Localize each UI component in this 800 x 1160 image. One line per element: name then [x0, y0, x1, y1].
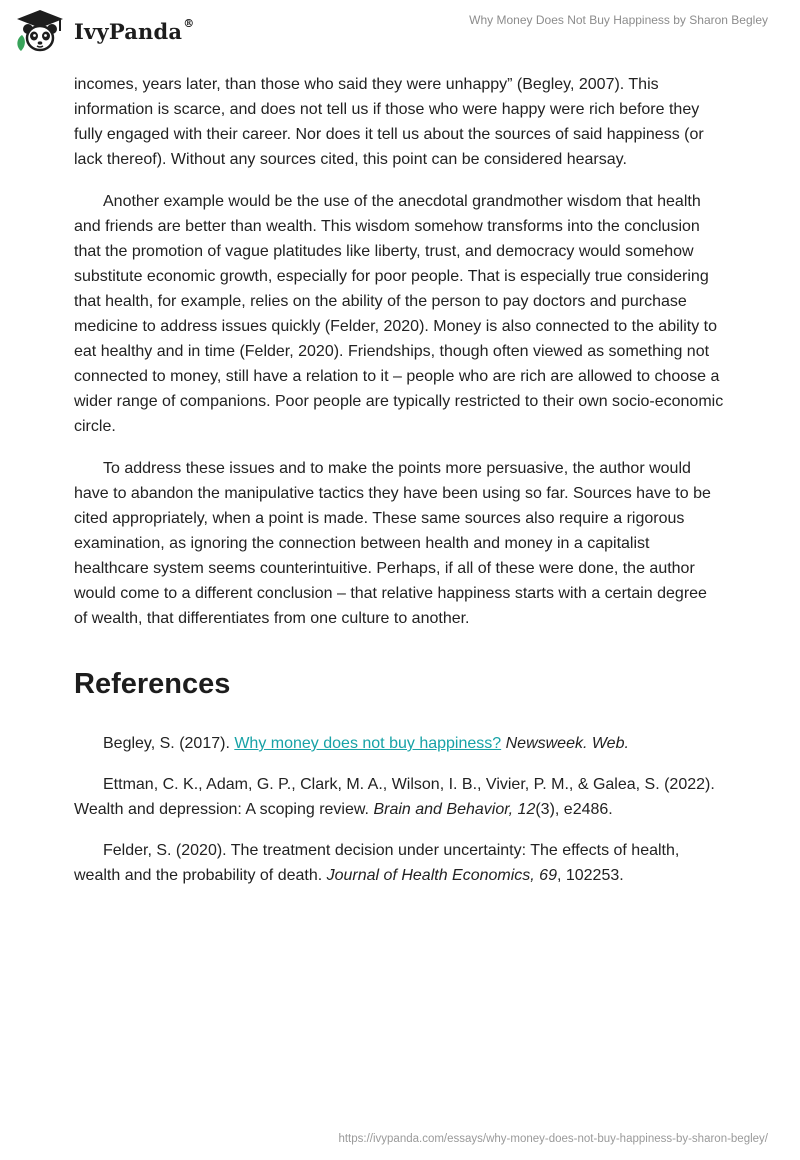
registered-mark: ®: [183, 16, 195, 30]
references-list: [74, 731, 724, 904]
reference-link[interactable]: Why money does not buy happiness?: [234, 735, 502, 752]
body-paragraph: Another example would be the use of the anecdotal grandmother wisdom that health and friends are better than wealth. This wisdom somehow transforms into the conclusion that the promotion of vague platitudes like liberty, trust, and democracy would somehow substitute economic growth, especially for poor people. That is especially true considering that health, for example, relies on the ability of the person to pay doctors and purchase medicine to address issues quickly (Felder, 2020). Money is also connected to the ability to eat healthy and in time (Felder, 2020). Friendships, though often viewed as something not connected to money, still have a relation to it – people who are rich are allowed to choose a wider range of companions. Poor people are typically restricted to their own socio-economic circle.: [74, 193, 724, 435]
essay-body: [74, 72, 724, 631]
ivypanda-logo[interactable]: [14, 9, 194, 53]
document-title: Why Money Does Not Buy Happiness by Sharon Begley: [469, 13, 768, 27]
panda-graduate-icon: [14, 9, 66, 53]
reference-item: Begley, S. (2017). Why money does not buy happiness? Newsweek. Web.: [103, 735, 629, 752]
body-paragraph: To address these issues and to make the points more persuasive, the author would have to abandon the manipulative tactics they have been using so far. Sources have to be cited appropriately, when a point is made. These same sources also require a rigorous examination, as ignoring the connection between health and money in a capitalist healthcare system seems counterintuitive. Perhaps, if all of these were done, the author would come to a different conclusion – that relative happiness starts with a certain degree of wealth, that differentiates from one culture to another.: [74, 460, 711, 627]
reference-item: Felder, S. (2020). The treatment decision under uncertainty: The effects of health, wealth and the probability of death. Journal of Health Economics, 69, 102253.: [74, 842, 680, 884]
page-header: [0, 0, 800, 62]
brand-name: IvyPanda®: [74, 16, 195, 44]
references-heading: References: [74, 668, 231, 700]
reference-item: Ettman, C. K., Adam, G. P., Clark, M. A., Wilson, I. B., Vivier, P. M., & Galea, S. (2022). Wealth and depression: A scoping review. Brain and Behavior, 12(3), e2486.: [74, 776, 715, 818]
source-url[interactable]: https://ivypanda.com/essays/why-money-does-not-buy-happiness-by-sharon-begley/: [338, 1133, 768, 1145]
body-paragraph: incomes, years later, than those who said they were unhappy” (Begley, 2007). This information is scarce, and does not tell us if those who were happy were rich before they fully engaged with their career. Nor does it tell us about the sources of said happiness (or lack thereof). Without any sources cited, this point can be considered hearsay.: [74, 76, 704, 168]
